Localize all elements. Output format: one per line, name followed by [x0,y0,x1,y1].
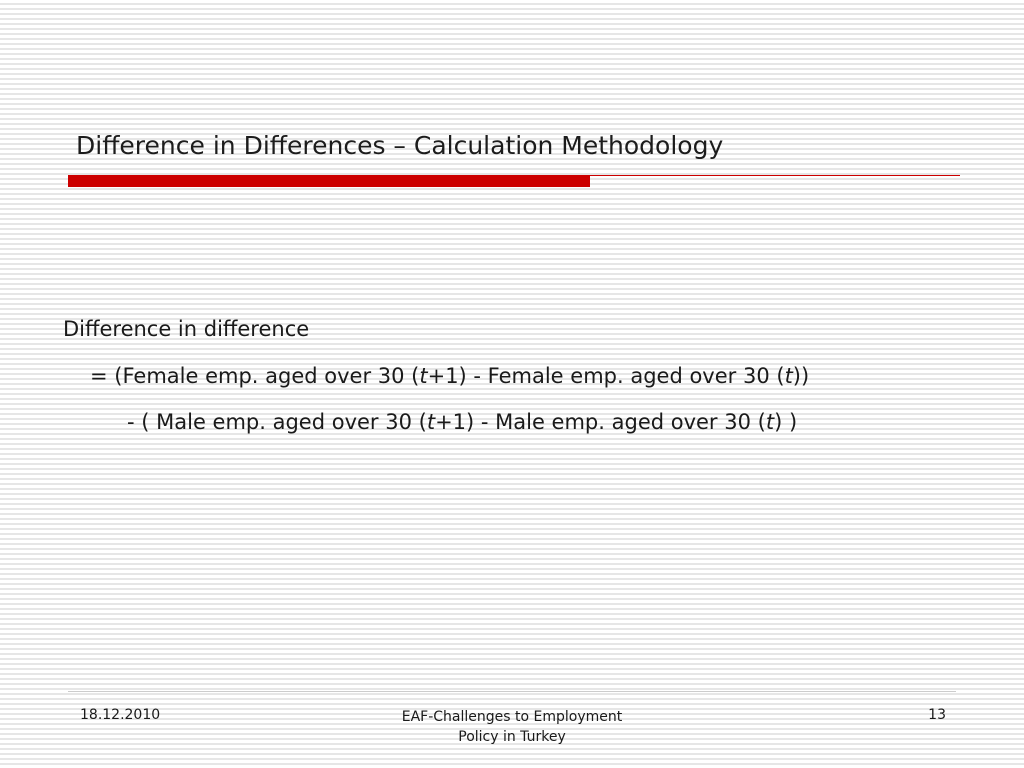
formula-text: = (Female emp. aged over 30 ( [90,364,420,388]
body-line-male-formula [127,410,797,434]
formula-text: +1) - Female emp. aged over 30 ( [427,364,785,388]
footer-date: 18.12.2010 [80,707,161,723]
formula-variable-t: t [426,410,436,434]
formula-text: +1) - Male emp. aged over 30 ( [435,410,766,434]
footer-title-line2: Policy in Turkey [458,729,566,745]
footer-title-line1: EAF-Challenges to Employment [401,709,623,725]
formula-variable-t: t [784,364,793,388]
footer-divider [68,691,956,692]
body-line-female-formula [90,364,809,388]
body-line-heading: Difference in difference [63,317,310,341]
title-underline-thin [590,175,960,176]
formula-text: ) ) [774,410,798,434]
footer-page-number: 13 [928,707,946,723]
slide-title: Difference in Differences – Calculation Methodology [76,131,724,160]
footer-presentation-title [352,707,672,747]
formula-text: )) [792,364,810,388]
formula-variable-t: t [419,364,428,388]
formula-variable-t: t [765,410,775,434]
title-underline-thick [68,175,590,187]
formula-text: - ( Male emp. aged over 30 ( [127,410,427,434]
